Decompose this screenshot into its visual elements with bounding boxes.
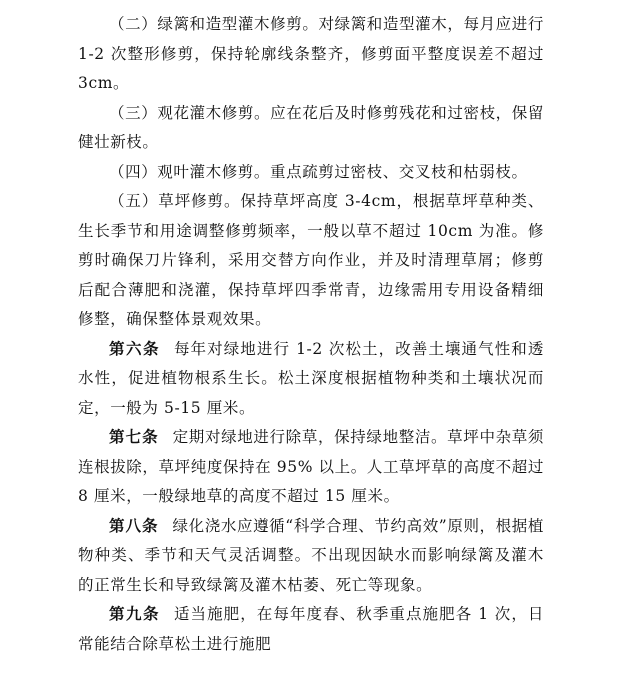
article-text: 绿化浇水应遵循“科学合理、节约高效”原则，根据植物种类、季节和天气灵活调整。不出现因缺水而影响绿篱及灌木的正常生长和导致绿篱及灌木枯萎、死亡等现象。: [78, 516, 544, 594]
paragraph-text: （三）观花灌木修剪。应在花后及时修剪残花和过密枝，保留健壮新枝。: [78, 103, 544, 151]
article-7: [78, 423, 544, 512]
paragraph-text: （二）绿篱和造型灌木修剪。对绿篱和造型灌木，每月应进行 1-2 次整形修剪，保持轮廓线条整齐，修剪面平整度误差不超过 3cm。: [78, 15, 544, 92]
article-text: 每年对绿地进行 1-2 次松土，改善土壤通气性和透水性，促进植物根系生长。松土深度根据植物种类和土壤状况而定，一般为 5-15 厘米。: [78, 339, 544, 417]
article-text: 适当施肥，在每年度春、秋季重点施肥各 1 次，日常能结合除草松土进行施肥: [78, 605, 544, 653]
article-heading: 第九条: [109, 605, 160, 623]
article-text: 定期对绿地进行除草，保持绿地整洁。草坪中杂草须连根拔除，草坪纯度保持在 95% 以上。人工草坪草的高度不超过 8 厘米，一般绿地草的高度不超过 15 厘米。: [78, 428, 544, 505]
paragraph-shrub-hedge-pruning: [78, 10, 544, 99]
paragraph-text: （四）观叶灌木修剪。重点疏剪过密枝、交叉枝和枯弱枝。: [109, 162, 528, 181]
paragraph-flowering-shrub-pruning: [78, 99, 544, 158]
paragraph-text: （五）草坪修剪。保持草坪高度 3-4cm，根据草坪草种类、生长季节和用途调整修剪频率，一般以草不超过 10cm 为准。修剪时确保刀片锋利，采用交替方向作业，并及时清理草屑；修剪后配合薄肥和浇灌，保持草坪四季常青，边缘需用专用设备精细修整，确保整体景观效果。: [78, 192, 544, 328]
paragraph-foliage-shrub-pruning: [78, 158, 544, 188]
article-6: [78, 335, 544, 424]
document-body: [78, 10, 544, 659]
article-heading: 第八条: [109, 516, 159, 535]
article-8: [78, 512, 544, 601]
article-heading: 第七条: [109, 428, 159, 446]
paragraph-lawn-mowing: [78, 187, 544, 335]
article-heading: 第六条: [109, 339, 160, 358]
article-9: [78, 600, 544, 659]
